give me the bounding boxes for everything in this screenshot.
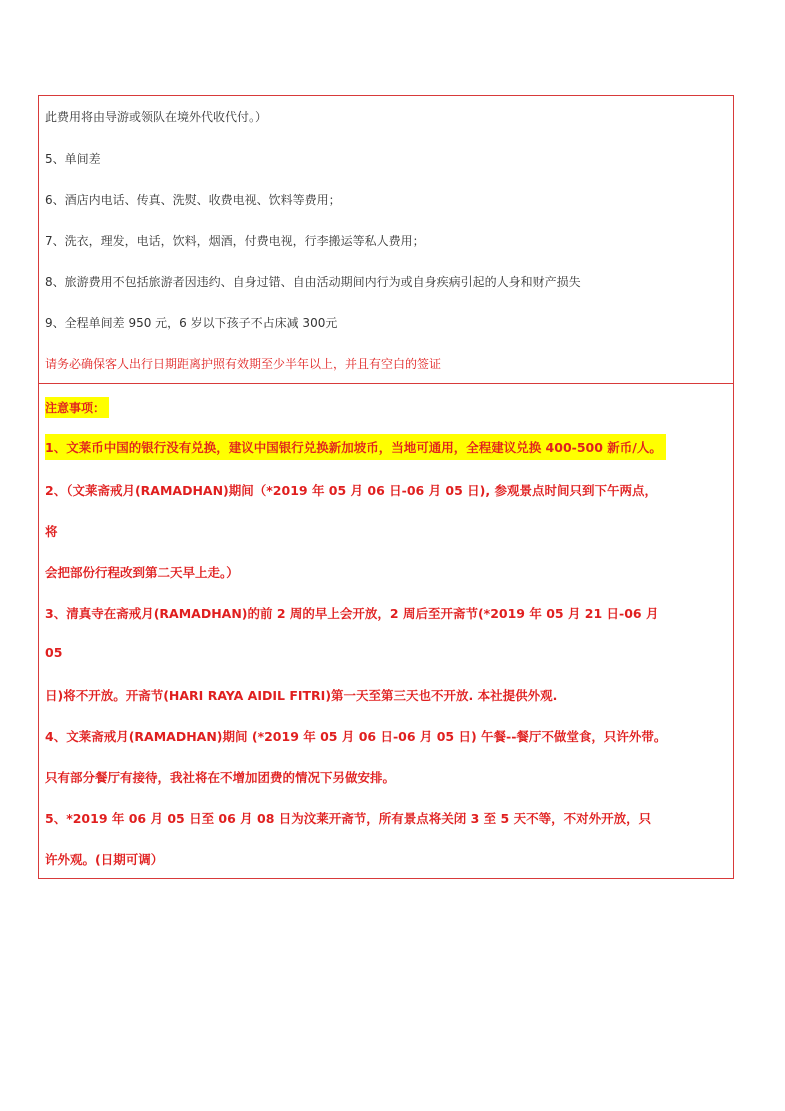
excluded-line: 5、单间差 [45, 152, 101, 166]
excluded-line: 8、旅游费用不包括旅游者因违约、自身过错、自由活动期间内行为或自身疾病引起的人身和财产损失 [45, 275, 581, 289]
notes-heading: 注意事项： [45, 397, 109, 418]
note-line: 5、*2019 年 06 月 05 日至 06 月 08 日为汶莱开斋节，所有景点将关闭 3 至 5 天不等，不对外开放，只 [45, 811, 652, 826]
note-line: 许外观。(日期可调） [45, 852, 164, 867]
note-line: 日)将不开放。开斋节(HARI RAYA AIDIL FITRI)第一天至第三天也不开放. 本社提供外观. [45, 688, 558, 703]
note-line: 2、（文莱斋戒月(RAMADHAN)期间（*2019 年 05 月 06 日-06 月 05 日), 参观景点时间只到下午两点， [45, 483, 657, 498]
excluded-line: 9、全程单间差 950 元，6 岁以下孩子不占床减 300元 [45, 316, 338, 330]
excluded-line: 7、洗衣，理发，电话，饮料，烟酒，付费电视，行李搬运等私人费用； [45, 234, 425, 248]
note-line: 将 [45, 524, 58, 539]
excluded-line: 此费用将由导游或领队在境外代收代付。） [45, 110, 268, 124]
note-line: 会把部份行程改到第二天早上走。） [45, 565, 239, 580]
table-divider [38, 383, 734, 384]
note-line: 1、文莱币中国的银行没有兑换，建议中国银行兑换新加坡币，当地可通用，全程建议兑换 400-500 新币/人。 [45, 434, 666, 460]
note-line: 3、清真寺在斋戒月(RAMADHAN)的前 2 周的早上会开放，2 周后至开斋节(*2019 年 05 月 21 日-06 月 [45, 606, 659, 621]
note-line: 只有部分餐厅有接待，我社将在不增加团费的情况下另做安排。 [45, 770, 396, 785]
note-line: 05 [45, 645, 63, 660]
passport-warning: 请务必确保客人出行日期距离护照有效期至少半年以上，并且有空白的签证 [45, 357, 442, 371]
excluded-line: 6、酒店内电话、传真、洗熨、收费电视、饮料等费用； [45, 193, 341, 207]
note-line: 4、文莱斋戒月(RAMADHAN)期间 (*2019 年 05 月 06 日-06 月 05 日) 午餐--餐厅不做堂食，只许外带。 [45, 729, 667, 744]
